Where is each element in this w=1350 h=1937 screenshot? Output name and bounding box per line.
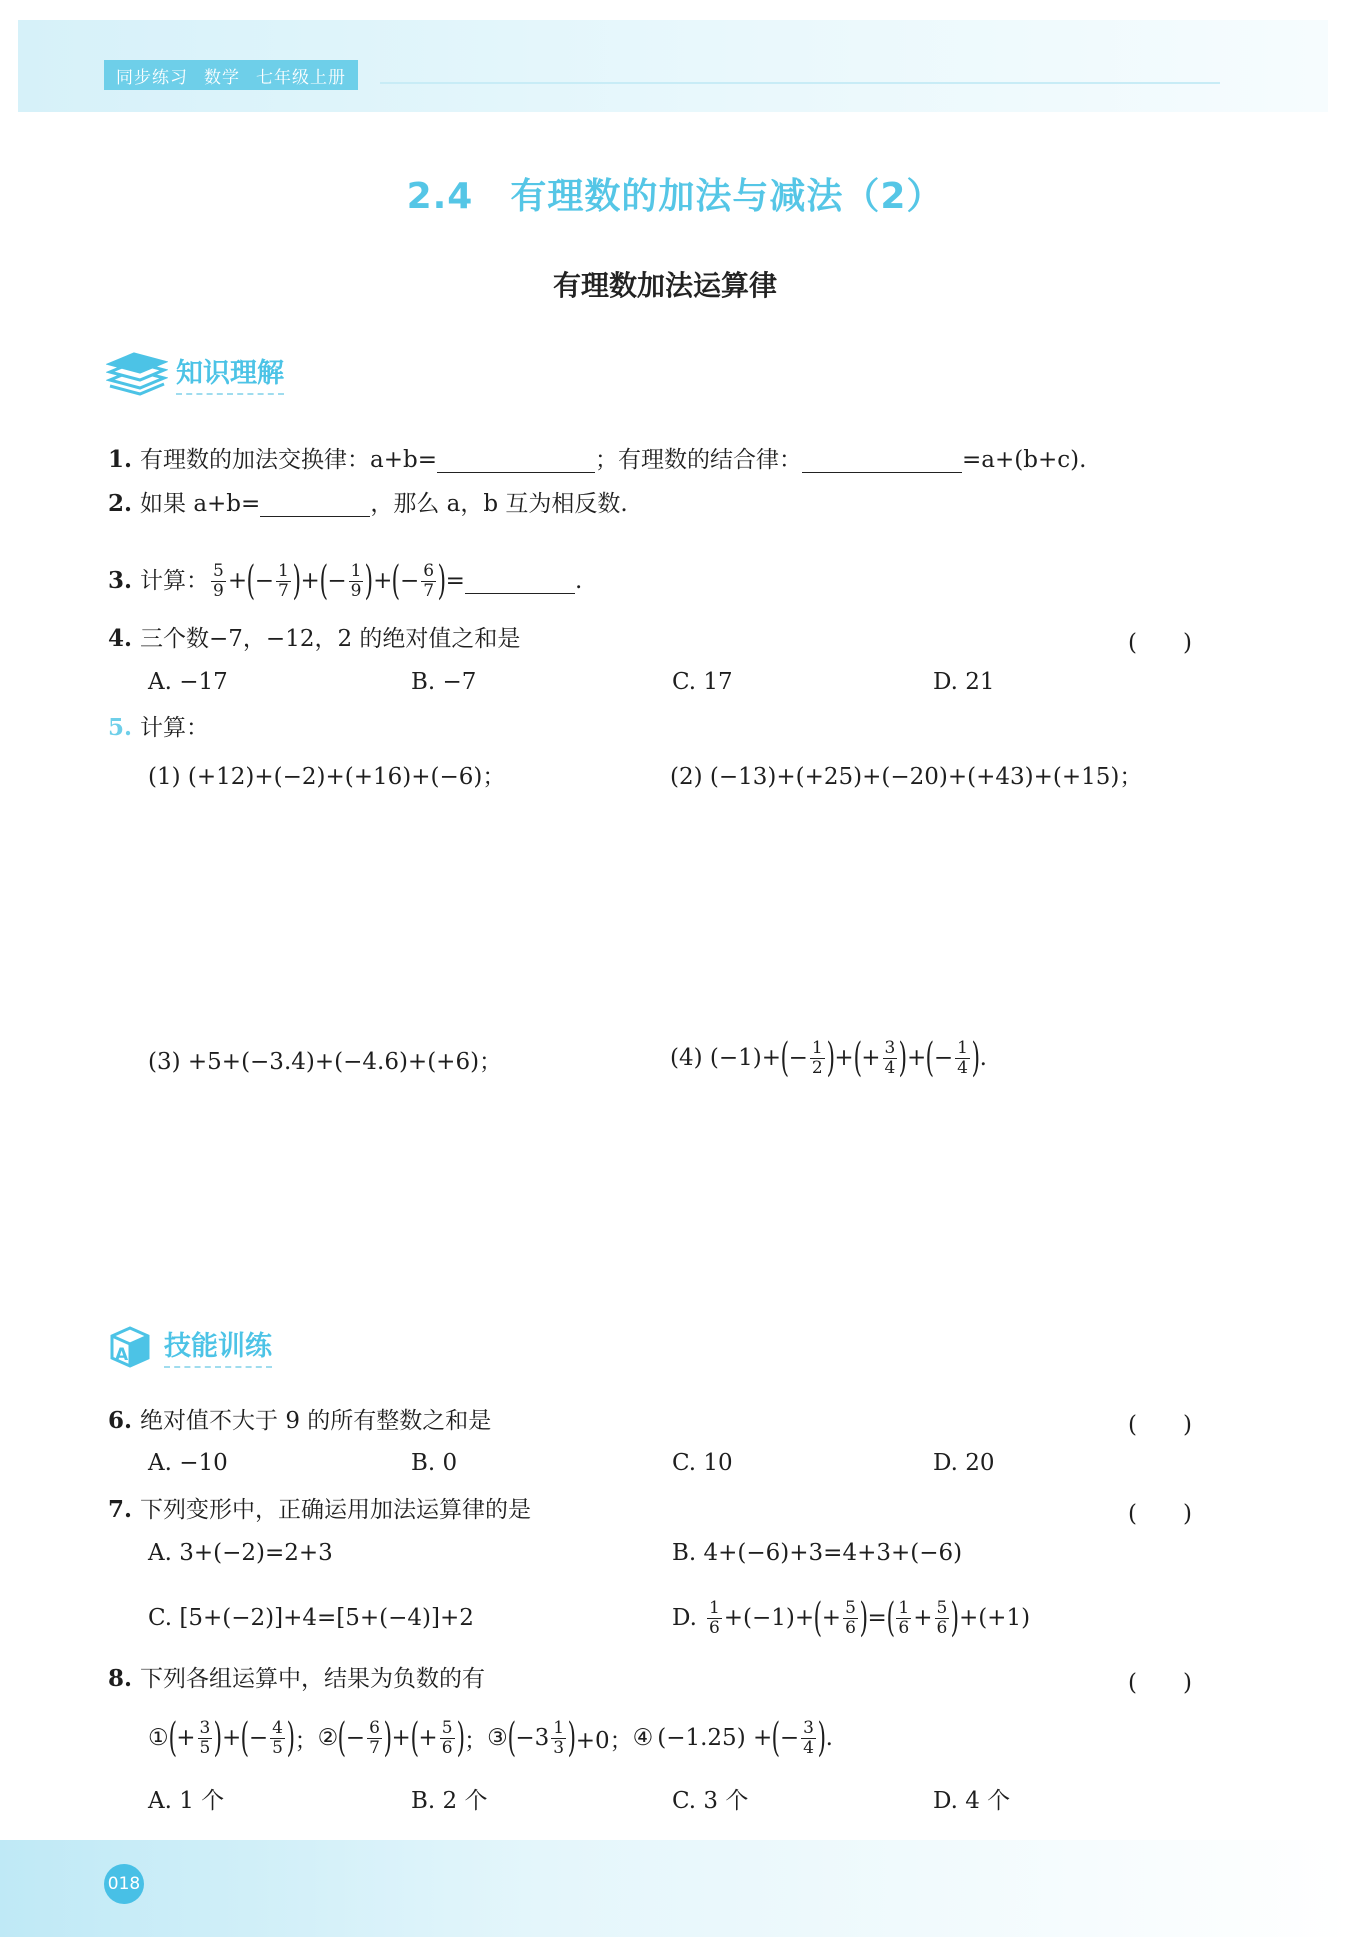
subquestion-3: (3) +5+(−3.4)+(−4.6)+(+6)； (148, 1049, 503, 1075)
semicolon: ； (294, 1727, 318, 1754)
question-7 (108, 1495, 531, 1525)
question-text: 有理数的加法交换律：a+b= (140, 447, 437, 473)
answer-blank[interactable] (465, 569, 575, 594)
header-tag-subject: 数学 (204, 67, 240, 88)
fraction (935, 1599, 950, 1638)
fraction-denominator: 4 (884, 1057, 896, 1078)
question-text: ；有理数的结合律： (595, 447, 802, 473)
right-paren: ) (364, 558, 374, 604)
sign: − (788, 1045, 808, 1071)
fraction-numerator: 5 (845, 1597, 856, 1618)
right-paren: ) (859, 1595, 868, 1641)
right-paren: ) (456, 1715, 465, 1761)
option-d[interactable]: D. 4 个 (933, 1788, 1011, 1814)
fraction-denominator: 5 (199, 1737, 211, 1758)
left-paren: ( (813, 1595, 823, 1641)
option-c[interactable]: C. 3 个 (672, 1788, 749, 1814)
question-text: 下列变形中，正确运用加法运算律的是 (140, 1497, 532, 1523)
expression-text: +0； (575, 1727, 633, 1754)
question-5 (108, 713, 209, 743)
lesson-title: 2.4 有理数的加法与减法（2） (406, 176, 944, 217)
circled-number: ④ (632, 1725, 654, 1751)
left-paren: ( (886, 1595, 895, 1641)
header-tag-grade: 七年级上册 (256, 67, 346, 88)
sign: − (933, 1045, 954, 1071)
option-a[interactable]: A. −10 (148, 1450, 228, 1476)
option-d[interactable]: D. 21 (933, 669, 995, 695)
fraction-denominator: 5 (272, 1737, 283, 1758)
left-paren: ( (853, 1035, 862, 1081)
lesson-subtitle: 有理数加法运算律 (552, 269, 777, 302)
footer-band (0, 1840, 1350, 1937)
question-number: 2. (108, 490, 133, 517)
left-paren: ( (925, 1035, 935, 1081)
right-paren: ) (971, 1035, 981, 1081)
left-paren: ( (240, 1715, 250, 1761)
fraction-numerator: 1 (708, 1597, 720, 1618)
sign: − (254, 568, 275, 594)
right-paren: ) (950, 1595, 960, 1641)
fraction (198, 1719, 213, 1758)
option-c[interactable]: C. 10 (672, 1450, 733, 1476)
fraction-numerator: 6 (369, 1717, 380, 1738)
sign: − (399, 568, 420, 594)
question-text: 三个数−7，−12，2 的绝对值之和是 (140, 626, 521, 652)
question-number: 4. (108, 625, 133, 652)
right-paren: ) (292, 558, 301, 604)
period: . (979, 1045, 987, 1071)
right-paren: ) (213, 1715, 223, 1761)
question-number: 8. (108, 1665, 133, 1692)
fraction-numerator: 5 (441, 1717, 453, 1738)
fraction-denominator: 4 (957, 1057, 968, 1078)
books-icon (106, 350, 168, 396)
sign: + (418, 1725, 438, 1751)
question-8 (108, 1664, 485, 1694)
sign: − (248, 1725, 269, 1751)
answer-paren[interactable]: ( ) (1128, 630, 1192, 656)
header-rule (380, 82, 1220, 84)
fraction-numerator: 4 (272, 1717, 283, 1738)
section-skills (106, 1322, 272, 1370)
fraction (810, 1039, 825, 1078)
fraction-numerator: 3 (199, 1717, 211, 1738)
sign: − (779, 1725, 800, 1751)
left-paren: ( (168, 1715, 177, 1761)
fraction (843, 1599, 858, 1638)
cube-a-icon (106, 1322, 154, 1370)
question-number: 7. (108, 1496, 133, 1523)
left-paren: ( (246, 558, 256, 604)
right-paren: ) (383, 1715, 393, 1761)
header-tag (104, 60, 358, 90)
option-c[interactable]: C. 17 (672, 669, 733, 695)
circled-number: ① (148, 1725, 169, 1751)
equals-sign: = (445, 568, 465, 594)
plus-sign: + (913, 1605, 933, 1631)
question-text: =a+(b+c). (962, 447, 1087, 473)
subquestion-2: (2) (−13)+(+25)+(−20)+(+43)+(+15)； (670, 764, 1143, 790)
option-c[interactable]: C. [5+(−2)]+4=[5+(−4)]+2 (148, 1605, 474, 1631)
fraction-denominator: 4 (803, 1737, 814, 1758)
answer-blank[interactable] (437, 448, 595, 473)
sign: + (821, 1605, 842, 1631)
right-paren: ) (286, 1715, 296, 1761)
fraction-numerator: 6 (423, 560, 435, 581)
question-6 (108, 1406, 491, 1436)
option-b[interactable]: B. 0 (411, 1450, 458, 1476)
option-d[interactable] (672, 1593, 1030, 1643)
question-text: 如果 a+b= (140, 491, 261, 517)
expression-text: +(−1)+ (723, 1605, 815, 1631)
fraction-denominator: 7 (369, 1737, 380, 1758)
plus-sign: + (221, 1725, 242, 1751)
question-number: 6. (108, 1407, 133, 1434)
fraction-denominator: 6 (708, 1617, 720, 1638)
sign: + (861, 1045, 881, 1071)
fraction-numerator: 1 (898, 1597, 910, 1618)
fraction (211, 562, 226, 601)
plus-sign: + (300, 568, 320, 594)
right-paren: ) (567, 1715, 577, 1761)
left-paren: ( (319, 558, 328, 604)
question-number: 5. (108, 714, 133, 741)
header-tag-series: 同步练习 (116, 67, 188, 88)
section-skills-label: 技能训练 (164, 1324, 272, 1368)
question-3 (108, 556, 582, 606)
question-text: 绝对值不大于 9 的所有整数之和是 (140, 1408, 492, 1434)
question-text: 下列各组运算中，结果为负数的有 (140, 1666, 486, 1692)
sign: − (345, 1725, 366, 1751)
subquestion-4 (670, 1033, 987, 1083)
section-knowledge (106, 350, 284, 396)
fraction-numerator: 1 (957, 1037, 968, 1058)
fraction-numerator: 3 (884, 1037, 896, 1058)
option-label: D. (672, 1605, 697, 1631)
question-2 (108, 489, 628, 519)
expression-text: (−1.25) + (657, 1725, 773, 1751)
fraction-numerator: 5 (936, 1597, 948, 1618)
option-a[interactable]: A. −17 (148, 669, 228, 695)
question-text: 计算： (140, 568, 210, 594)
fraction-denominator: 6 (441, 1737, 453, 1758)
fraction (896, 1599, 911, 1638)
left-paren: ( (780, 1035, 790, 1081)
fraction (276, 562, 291, 601)
plus-sign: + (906, 1045, 927, 1071)
right-paren: ) (817, 1715, 827, 1761)
fraction-numerator: 5 (213, 560, 224, 581)
option-b[interactable]: B. −7 (411, 669, 477, 695)
semicolon: ； (464, 1727, 488, 1754)
question-1 (108, 445, 1086, 475)
left-paren: ( (391, 558, 401, 604)
answer-paren[interactable]: ( ) (1128, 1412, 1192, 1438)
left-paren: ( (771, 1715, 781, 1761)
fraction-numerator: 1 (553, 1717, 565, 1738)
fraction (349, 562, 364, 601)
circled-number: ③ (487, 1725, 508, 1751)
option-a[interactable]: A. 1 个 (148, 1788, 225, 1814)
sign: − (327, 568, 347, 594)
fraction-denominator: 9 (213, 580, 224, 601)
option-b[interactable]: B. 2 个 (411, 1788, 488, 1814)
plus-sign: + (834, 1045, 854, 1071)
fraction (421, 562, 436, 601)
subquestion-1: (1) (+12)+(−2)+(+16)+(−6)； (148, 764, 506, 790)
circled-number: ② (317, 1725, 339, 1751)
fraction-denominator: 6 (845, 1617, 856, 1638)
fraction (801, 1719, 816, 1758)
question-number: 1. (108, 446, 133, 473)
equals-sign: = (867, 1605, 887, 1631)
fraction (883, 1039, 898, 1078)
expression-text: (4) (−1)+ (670, 1045, 782, 1071)
fraction-denominator: 2 (811, 1057, 823, 1078)
fraction-numerator: 1 (811, 1037, 823, 1058)
left-paren: ( (337, 1715, 347, 1761)
right-paren: ) (826, 1035, 835, 1081)
plus-sign: + (227, 568, 248, 594)
svg-text:A: A (115, 1345, 129, 1365)
fraction (551, 1719, 566, 1758)
page-number: 018 (104, 1864, 144, 1904)
question-4 (108, 624, 520, 654)
fraction-numerator: 3 (803, 1717, 814, 1738)
option-d[interactable]: D. 20 (933, 1450, 995, 1476)
fraction-denominator: 7 (423, 580, 435, 601)
period: . (825, 1725, 833, 1751)
fraction (367, 1719, 382, 1758)
fraction (270, 1719, 285, 1758)
answer-blank[interactable] (802, 448, 962, 473)
expression-text: +(+1) (958, 1605, 1031, 1631)
question-text: 计算： (140, 715, 210, 741)
left-paren: ( (410, 1715, 419, 1761)
fraction-numerator: 1 (278, 560, 289, 581)
fraction-denominator: 3 (553, 1737, 565, 1758)
fraction (955, 1039, 970, 1078)
period: . (574, 568, 583, 594)
question-text: ，那么 a，b 互为相反数. (370, 491, 628, 517)
sign: −3 (515, 1725, 550, 1751)
fraction (440, 1719, 455, 1758)
answer-blank[interactable] (260, 492, 370, 517)
fraction-denominator: 6 (936, 1617, 948, 1638)
sign: + (176, 1725, 196, 1751)
fraction-denominator: 7 (278, 580, 289, 601)
fraction-numerator: 1 (350, 560, 362, 581)
plus-sign: + (373, 568, 393, 594)
right-paren: ) (437, 558, 447, 604)
fraction (707, 1599, 722, 1638)
left-paren: ( (507, 1715, 516, 1761)
option-b[interactable]: B. 4+(−6)+3=4+3+(−6) (672, 1540, 963, 1566)
plus-sign: + (391, 1725, 411, 1751)
option-a[interactable]: A. 3+(−2)=2+3 (148, 1540, 333, 1566)
question-number: 3. (108, 567, 133, 594)
section-knowledge-label: 知识理解 (176, 351, 284, 395)
fraction-denominator: 6 (898, 1617, 910, 1638)
answer-paren[interactable]: ( ) (1128, 1501, 1192, 1527)
answer-paren[interactable]: ( ) (1128, 1670, 1192, 1696)
question-8-choices (148, 1713, 833, 1763)
fraction-denominator: 9 (350, 580, 362, 601)
right-paren: ) (898, 1035, 908, 1081)
